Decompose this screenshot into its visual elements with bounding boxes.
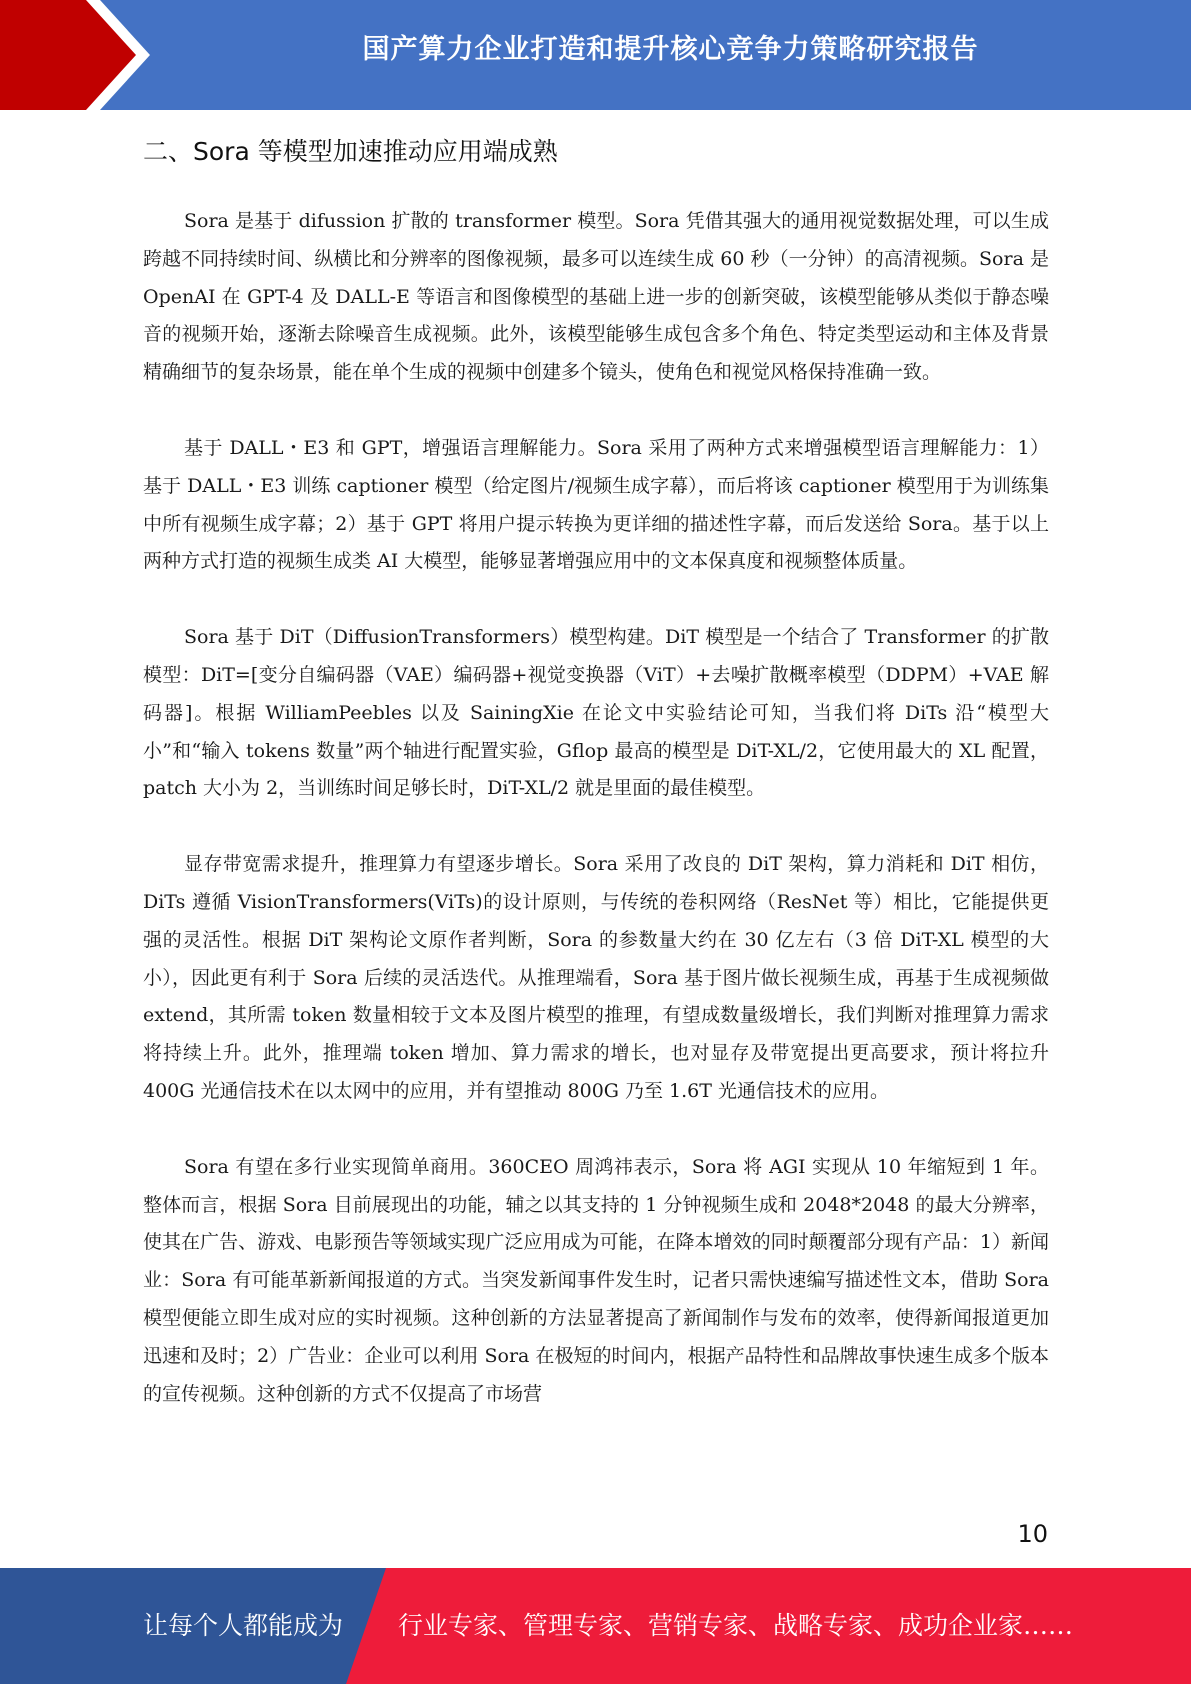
- section-title: 二、Sora 等模型加速推动应用端成熟: [143, 137, 558, 166]
- page-footer: [0, 1568, 1191, 1684]
- footer-slogan-left: 让每个人都能成为: [143, 1611, 344, 1640]
- paragraph: 显存带宽需求提升，推理算力有望逐步增长。Sora 采用了改良的 DiT 架构，算力消耗和 DiT 相仿，DiTs 遵循 VisionTransformers(ViTs)的设计原则，与传统的卷积网络（ResNet 等）相比，它能提供更强的灵活性。根据 DiT 架构论文原作者判断，Sora 的参数量大约在 30 亿左右（3 倍 DiT-XL 模型的大小），因此更有利于 Sora 后续的灵活迭代。从推理端看，Sora 基于图片做长视频生成，再基于生成视频做 extend，其所需 token 数量相较于文本及图片模型的推理，有望成数量级增长，我们判断对推理算力需求将持续上升。此外，推理端 token 增加、算力需求的增长，也对显存及带宽提出更高要求，预计将拉升 400G 光通信技术在以太网中的应用，并有望推动 800G 乃至 1.6T 光通信技术的应用。: [143, 853, 1049, 1102]
- footer-slogan-right: 行业专家、管理专家、营销专家、战略专家、成功企业家……: [398, 1611, 1074, 1640]
- paragraph: Sora 有望在多行业实现简单商用。360CEO 周鸿祎表示，Sora 将 AGI 实现从 10 年缩短到 1 年。整体而言，根据 Sora 目前展现出的功能，辅之以其支持的 1 分钟视频生成和 2048*2048 的最大分辨率，使其在广告、游戏、电影预告等领域实现广泛应用成为可能，在降本增效的同时颠覆部分现有产品：1）新闻业：Sora 有可能革新新闻报道的方式。当突发新闻事件发生时，记者只需快速编写描述性文本，借助 Sora 模型便能立即生成对应的实时视频。这种创新的方法显著提高了新闻制作与发布的效率，使得新闻报道更加迅速和及时；2）广告业：企业可以利用 Sora 在极短的时间内，根据产品特性和品牌故事快速生成多个版本的宣传视频。这种创新的方式不仅提高了市场营: [143, 1155, 1049, 1405]
- paragraph: Sora 基于 DiT（DiffusionTransformers）模型构建。DiT 模型是一个结合了 Transformer 的扩散模型：DiT=[变分自编码器（VAE）编码器+视觉变换器（ViT）+去噪扩散概率模型（DDPM）+VAE 解码器]。根据 WilliamPeebles 以及 SainingXie 在论文中实验结论可知，当我们将 DiTs 沿“模型大小”和“输入 tokens 数量”两个轴进行配置实验，Gflop 最高的模型是 DiT-XL/2，它使用最大的 XL 配置，patch 大小为 2，当训练时间足够长时，DiT-XL/2 就是里面的最佳模型。: [143, 626, 1049, 800]
- paragraph: Sora 是基于 difussion 扩散的 transformer 模型。Sora 凭借其强大的通用视觉数据处理，可以生成跨越不同持续时间、纵横比和分辨率的图像视频，最多可以连续生成 60 秒（一分钟）的高清视频。Sora 是 OpenAI 在 GPT-4 及 DALL-E 等语言和图像模型的基础上进一步的创新突破，该模型能够从类似于静态噪音的视频开始，逐渐去除噪音生成视频。此外，该模型能够生成包含多个角色、特定类型运动和主体及背景精确细节的复杂场景，能在单个生成的视频中创建多个镜头，使角色和视觉风格保持准确一致。: [143, 210, 1049, 384]
- header-chevron-decoration: [0, 0, 160, 110]
- page-number: 10: [1017, 1520, 1048, 1548]
- page-header: [0, 0, 1191, 110]
- paragraph: 基于 DALL・E3 和 GPT，增强语言理解能力。Sora 采用了两种方式来增强模型语言理解能力：1）基于 DALL・E3 训练 captioner 模型（给定图片/视频生成字幕），而后将该 captioner 模型用于为训练集中所有视频生成字幕；2）基于 GPT 将用户提示转换为更详细的描述性字幕，而后发送给 Sora。基于以上两种方式打造的视频生成类 AI 大模型，能够显著增强应用中的文本保真度和视频整体质量。: [143, 436, 1049, 573]
- body-text: [143, 203, 1049, 1451]
- document-title: 国产算力企业打造和提升核心竞争力策略研究报告: [362, 34, 979, 65]
